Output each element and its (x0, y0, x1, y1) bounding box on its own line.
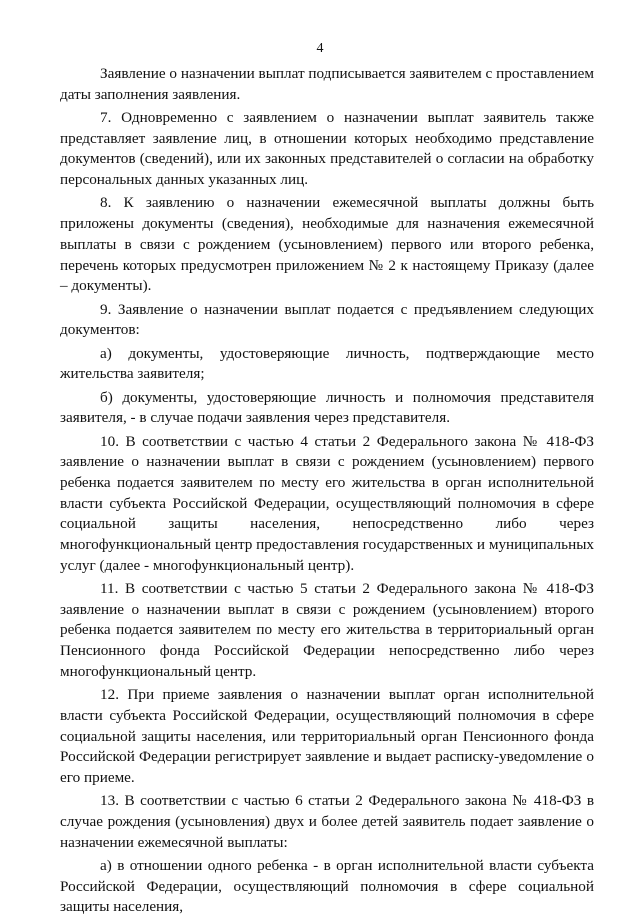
paragraph-10: 10. В соответствии с частью 4 статьи 2 Федерального закона № 418-ФЗ заявление о назначении выплат в связи с рождением (усыновлением) первого ребенка подается заявителем по месту его жительства в орган исполнительной власти субъекта Российской Федерации, осуществляющий полномочия в сфере социальной защиты населения, непосредственно либо через многофункциональный центр предоставления государственных и муниципальных услуг (далее - многофункциональный центр). (60, 432, 594, 574)
paragraph-9-item-b: б) документы, удостоверяющие личность и полномочия представителя заявителя, - в случае подачи заявления через представителя. (60, 388, 594, 427)
document-body (60, 64, 594, 921)
paragraph-7: 7. Одновременно с заявлением о назначении выплат заявитель также представляет заявление лиц, в отношении которых необходимо представление документов (сведений), или их законных представителей о согласии на обработку персональных данных указанных лиц. (60, 109, 594, 189)
paragraph-9-item-a: а) документы, удостоверяющие личность, подтверждающие место жительства заявителя; (60, 344, 594, 383)
page-number: 4 (316, 41, 324, 56)
paragraph-13-item-a: а) в отношении одного ребенка - в орган исполнительной власти субъекта Российской Федерации, осуществляющий полномочия в сфере социальной защиты населения, (60, 856, 594, 916)
paragraph-12: 12. При приеме заявления о назначении выплат орган исполнительной власти субъекта Российской Федерации, осуществляющий полномочия в сфере социальной защиты населения, или территориальный орган Пенсионного фонда Российской Федерации регистрирует заявление и выдает расписку-уведомление о его приеме. (60, 686, 594, 786)
paragraph-11: 11. В соответствии с частью 5 статьи 2 Федерального закона № 418-ФЗ заявление о назначении выплат в связи с рождением (усыновлением) второго ребенка подается заявителем по месту его жительства в территориальный орган Пенсионного фонда Российской Федерации непосредственно либо через многофункциональный центр. (60, 580, 594, 680)
paragraph-13: 13. В соответствии с частью 6 статьи 2 Федерального закона № 418-ФЗ в случае рождения (усыновления) двух и более детей заявитель подает заявление о назначении ежемесячной выплаты: (60, 792, 594, 851)
paragraph-signature-date: Заявление о назначении выплат подписывается заявителем с проставлением даты заполнения заявления. (60, 65, 594, 103)
paragraph-9: 9. Заявление о назначении выплат подается с предъявлением следующих документов: (60, 300, 594, 339)
paragraph-8: 8. К заявлению о назначении ежемесячной выплаты должны быть приложены документы (сведения), необходимые для назначения ежемесячной выплаты в связи с рождением (усыновлением) первого или второго ребенка, перечень которых предусмотрен приложением № 2 к настоящему Приказу (далее – документы). (60, 194, 594, 295)
